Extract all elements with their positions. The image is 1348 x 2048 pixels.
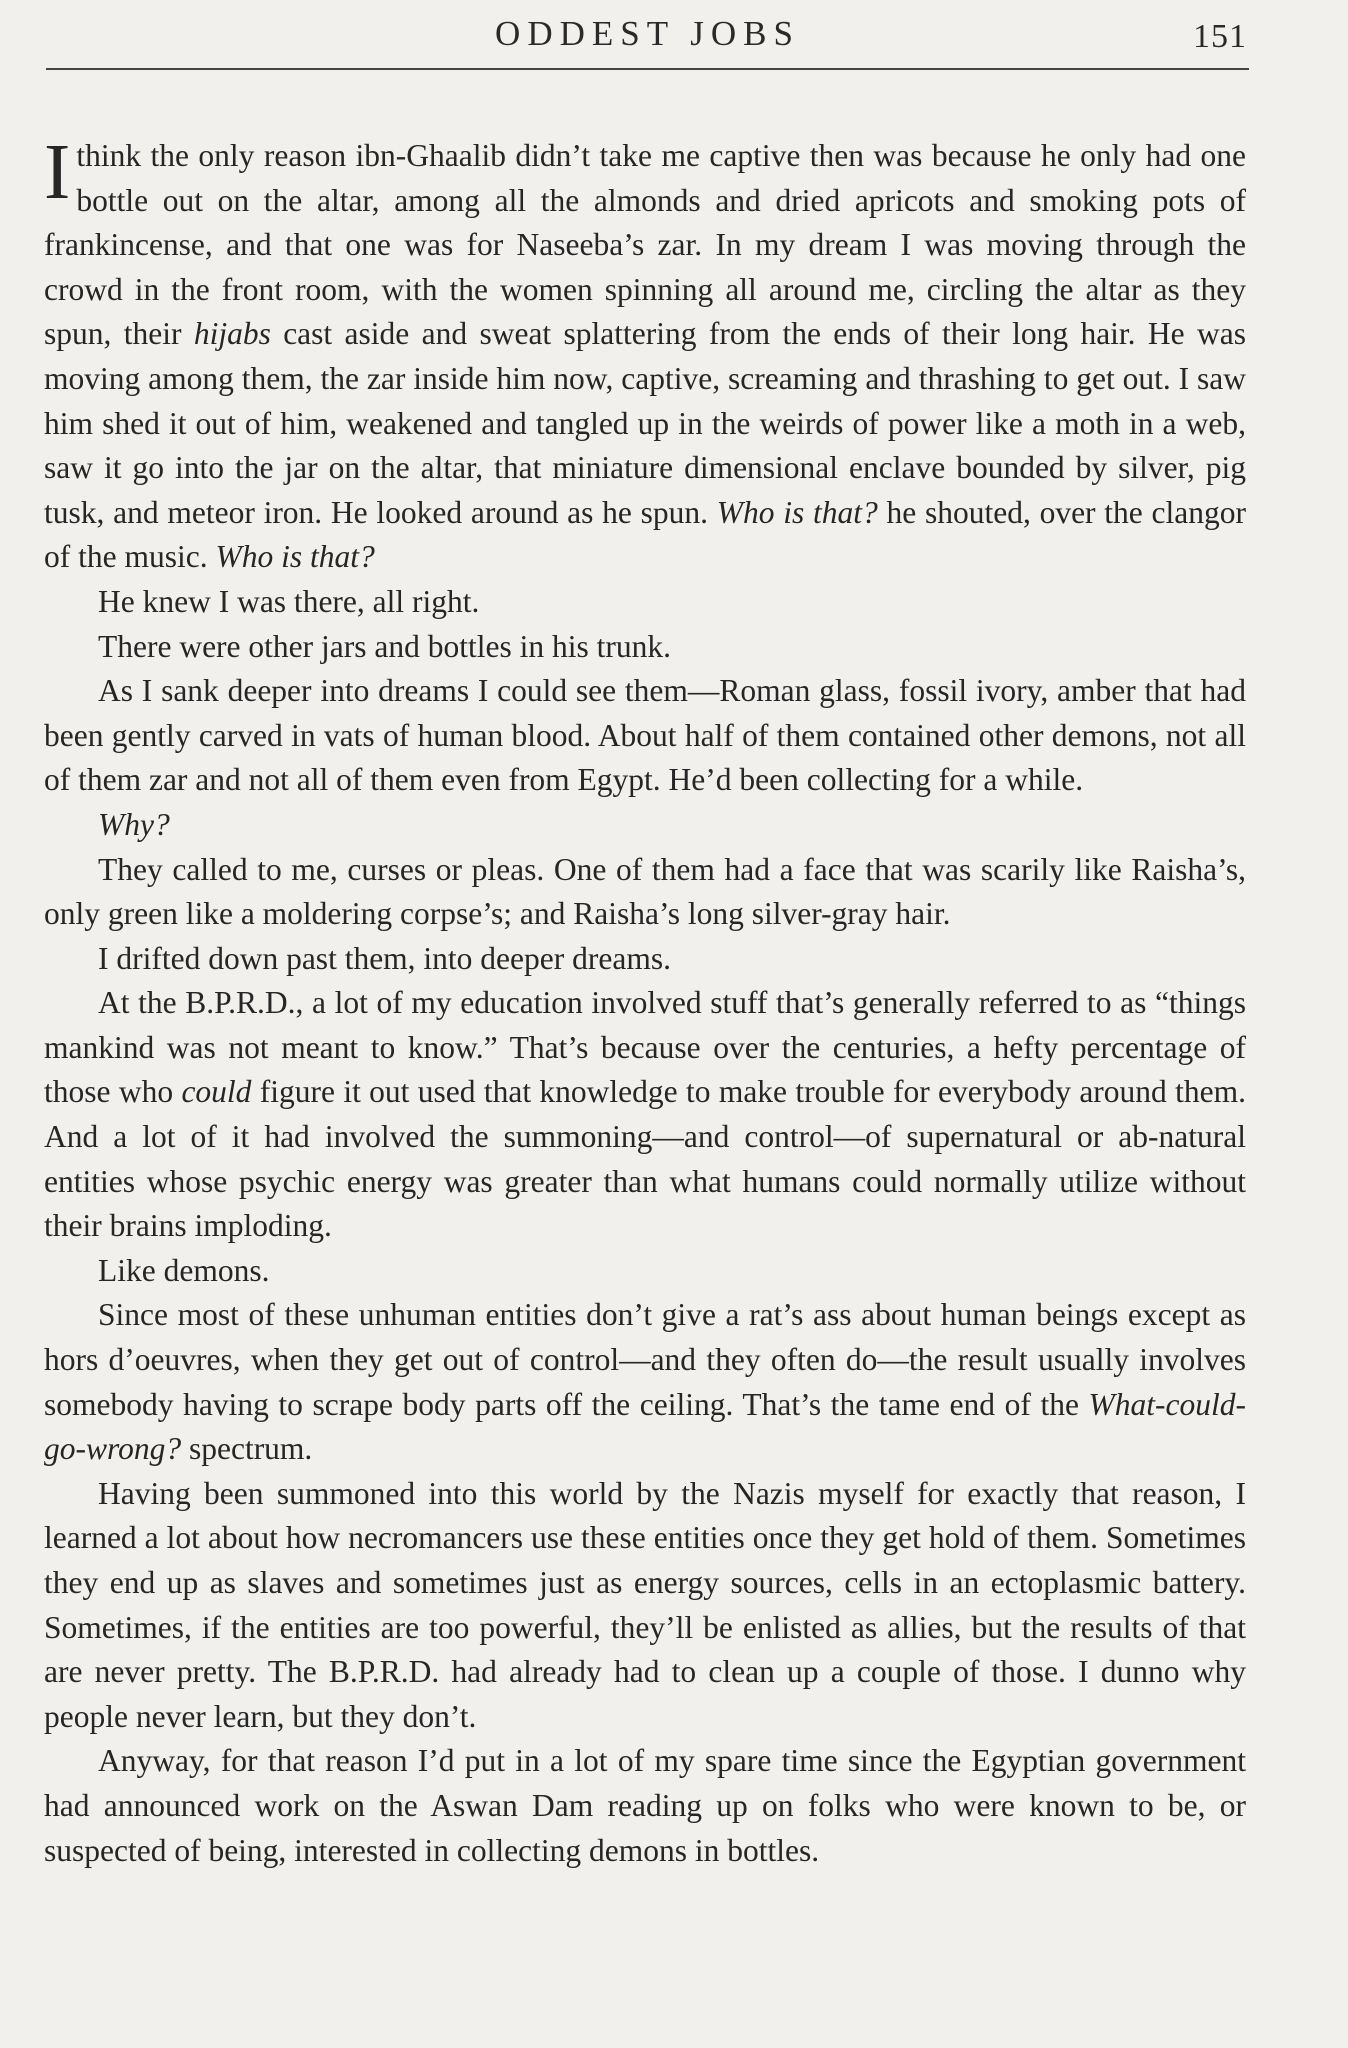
paragraph-5 — [44, 803, 1246, 848]
running-title: ODDEST JOBS — [495, 14, 800, 53]
italic-who-is-that-2: Who is that? — [215, 539, 375, 575]
italic-what-could-go-wrong: What-could-go-wrong? — [44, 1386, 1246, 1467]
paragraph-1-text-2: cast aside and sweat splattering from the ends of their long hair. He was moving among them, the zar inside him now, captive, screaming and thrashing to get out. I saw him shed it out of him, weakened and tangled up in the weirds of power like a moth in a web, saw it go into the jar on the altar, that miniature dimensional enclave bounded by silver, pig tusk, and meteor iron. He looked around as he spun. — [44, 316, 1246, 530]
paragraph-10 — [44, 1293, 1246, 1471]
paragraph-8-text-2: figure it out used that knowledge to make trouble for everybody around them. And a lot of it had involved the summoning—and control—of supernatural or ab-natural entities whose psychic energy was greater than what humans could normally utilize without their brains imploding. — [44, 1074, 1246, 1244]
body-text — [44, 129, 1246, 1873]
italic-could: could — [181, 1074, 252, 1110]
italic-who-is-that-1: Who is that? — [716, 494, 878, 530]
running-header — [46, 6, 1249, 70]
page-number: 151 — [1193, 18, 1247, 55]
italic-why: Why? — [98, 806, 170, 842]
paragraph-8 — [44, 981, 1246, 1249]
paragraph-9: Like demons. — [98, 1252, 270, 1288]
paragraph-6: They called to me, curses or pleas. One of them had a face that was scarily like Raisha’s, only green like a moldering corpse’s; and Raisha’s long silver-gray hair. — [44, 851, 1246, 932]
paragraph-1-text-3: he shouted, over the clangor of the music. — [44, 494, 1246, 575]
paragraph-3: There were other jars and bottles in his trunk. — [98, 628, 671, 664]
paragraph-1-text-1: think the only reason ibn-Ghaalib didn’t take me captive then was because he only had one bottle out on the altar, among all the almonds and dried apricots and smoking pots of frankincense, and that one was for Naseeba’s zar. In my dream I was moving through the crowd in the front room, with the women spinning all around me, circling the altar as they spun, their — [44, 138, 1246, 352]
paragraph-8-text-1: At the B.P.R.D., a lot of my education involved stuff that’s generally referred to as “things mankind was not meant to know.” That’s because over the centuries, a hefty percentage of those who — [44, 985, 1246, 1110]
drop-cap: I — [44, 129, 71, 216]
paragraph-4: As I sank deeper into dreams I could see them—Roman glass, fossil ivory, amber that had been gently carved in vats of human blood. About half of them contained other demons, not all of them zar and not all of them even from Egypt. He’d been collecting for a while. — [44, 673, 1246, 798]
paragraph-1 — [44, 129, 1246, 580]
paragraph-2: He knew I was there, all right. — [98, 583, 480, 619]
paragraph-12: Anyway, for that reason I’d put in a lot of my spare time since the Egyptian government had announced work on the Aswan Dam reading up on folks who were known to be, or suspected of being, interested in collecting demons in bottles. — [44, 1743, 1246, 1868]
italic-hijabs: hijabs — [193, 316, 271, 352]
paragraph-10-text-2: spectrum. — [181, 1431, 313, 1467]
paragraph-7: I drifted down past them, into deeper dreams. — [98, 940, 671, 976]
paragraph-11: Having been summoned into this world by the Nazis myself for exactly that reason, I learned a lot about how necromancers use these entities once they get hold of them. Sometimes they end up as slaves and sometimes just as energy sources, cells in an ectoplasmic battery. Sometimes, if the entities are too powerful, they’ll be enlisted as allies, but the results of that are never pretty. The B.P.R.D. had already had to clean up a couple of those. I dunno why people never learn, but they don’t. — [44, 1475, 1246, 1734]
paragraph-10-text-1: Since most of these unhuman entities don’t give a rat’s ass about human beings except as hors d’oeuvres, when they get out of control—and they often do—the result usually involves somebody having to scrape body parts off the ceiling. That’s the tame end of the — [44, 1297, 1246, 1422]
